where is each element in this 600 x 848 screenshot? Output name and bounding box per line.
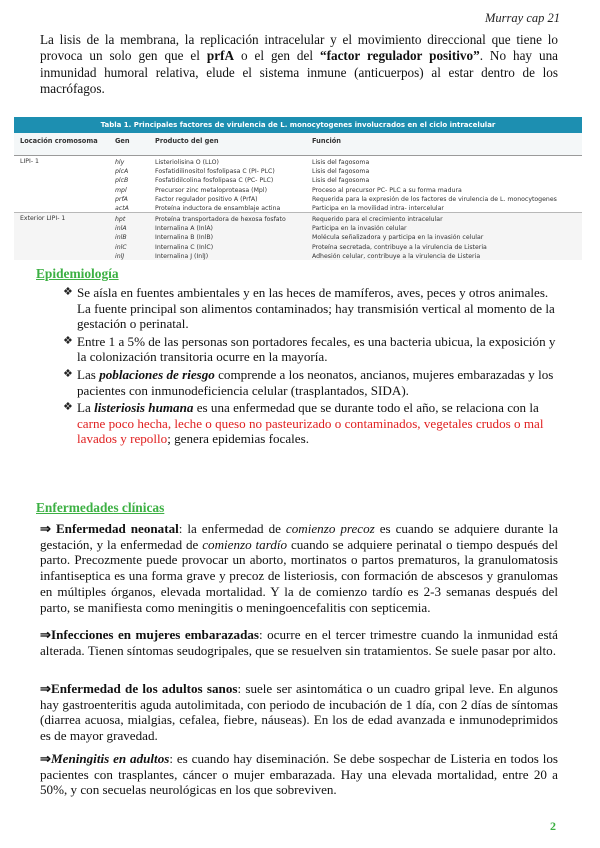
table-row: mpl Precursor zinc metaloproteasa (Mpl) Proceso al precursor PC- PLC a su forma madura: [115, 186, 462, 194]
paragraph-meningitis: ⇒Meningitis en adultos: es cuando hay diseminación. Se debe sospechar de Listeria en todos los pacientes con trasplantes, cáncer o mujer embarazada. Hay una elevada mortalidad, entre 20 a 50%, y con secuelas neurológicas en los que sobreviven.: [40, 751, 558, 798]
intro-paragraph: La lisis de la membrana, la replicación intracelular y el movimiento direccional que tiene lo provoca un solo gen que el prfA o el gen del “factor regulador positivo”. No hay una inmunidad humoral relativa, elude el sistema inmune (anticuerpos) al estar dentro de los macrófagos.: [40, 32, 559, 97]
section-title-epidemiologia: Epidemiología: [36, 266, 119, 281]
table-row: prfA Factor regulador positivo A (PrfA) Requerida para la expresión de los factores de virulencia de L. monocytogenes: [115, 195, 557, 203]
table-title: Tabla 1. Principales factores de virulencia de L. monocytogenes involucrados en el ciclo intracelular: [14, 117, 582, 133]
page-number: 2: [550, 819, 556, 833]
table-row: plcB Fosfatidilcolina fosfolipasa C (PC- PLC) Lisis del fagosoma: [115, 177, 370, 185]
header-product: Producto del gen: [155, 137, 219, 145]
list-item: ❖ Se aísla en fuentes ambientales y en las heces de mamíferos, aves, peces y otros animales. La fuente principal son alimentos contaminados; hay transmisión vertical al momento de la gestación o perinatal.: [63, 285, 555, 332]
table-row: actA Proteína inductora de ensamblaje actina Participa en la movilidad intra- intercelular: [115, 204, 444, 212]
arrow-icon: ⇒: [40, 521, 56, 536]
table-row: inlJ Internalina J (InlJ) Adhesión celular, contribuye a la virulencia de Listeria: [115, 252, 481, 260]
paragraph-adultos-sanos: ⇒Enfermedad de los adultos sanos: suele ser asintomática o un cuadro gripal leve. En algunos hay gastroenteritis aguda autolimitada, con periodo de incubación de 1 día, con 2 días de síntomas (diarrea acuosa, mialgias, cefalea, fiebre, náuseas). En los de edad avanzada e inmunodeprimidos es de mayor gravedad.: [40, 681, 558, 744]
group-location: Exterior LIPI- 1: [20, 215, 66, 222]
risk-foods-highlight: carne poco hecha, leche o queso no pasteurizado o contaminados, vegetales crudos o mal lavados y repollo: [77, 415, 544, 447]
arrow-icon: ⇒: [40, 627, 51, 642]
paragraph-embarazadas: ⇒Infecciones en mujeres embarazadas: ocurre en el tercer trimestre cuando la inmunidad está alterada. Tienen síntomas seudogripales, que se resuelven sin tratamientos. Se suele pasar por alto.: [40, 627, 558, 658]
table-group-exterior-lipi1: [14, 213, 582, 260]
header-gene: Gen: [115, 137, 130, 145]
table-row: plcA Fosfatidilinositol fosfolipasa C (PI- PLC) Lisis del fagosoma: [115, 168, 370, 176]
table-row: hpt Proteína transportadora de hexosa fosfato Requerido para el crecimiento intracelular: [115, 216, 443, 223]
virulence-factors-table: [14, 117, 582, 260]
group-location: LIPI- 1: [20, 158, 39, 165]
arrow-icon: ⇒: [40, 751, 51, 766]
header-function: Función: [312, 137, 341, 145]
paragraph-neonatal: ⇒ Enfermedad neonatal: la enfermedad de comienzo precoz es cuando se adquiere durante la gestación, y la enfermedad de comienzo tardío cuando se adquiere perinatal o tiempo después del parto. Precozmente puede provocar un aborto, mortinatos o partos prematuros, la granulomatosis infantiseptica es una forma grave y precoz de listeriosis, con formación de abscesos y granulomas en múltiples órganos, elevada mortalidad. Y la de comienzo tardío es 2-3 semanas después del parto, se manifiesta como meningitis o meningoencefalitis con septicemia.: [40, 521, 558, 615]
epidemiology-list: [63, 285, 560, 449]
table-row: inlC Internalina C (InlC) Proteína secretada, contribuye a la virulencia de Listeria: [115, 243, 487, 251]
table-row: inlA Internalina A (InlA) Participa en la invasión celular: [115, 225, 407, 233]
diamond-bullet-icon: ❖: [63, 367, 73, 380]
table-row: inlB Internalina B (InlB) Molécula señalizadora y participa en la invasión celular: [115, 234, 484, 242]
table-header-row: [14, 133, 582, 156]
section-title-enfermedades-clinicas: Enfermedades clínicas: [36, 500, 165, 515]
table-group-lipi1: [14, 156, 582, 213]
page-header: Murray cap 21: [485, 11, 560, 25]
diamond-bullet-icon: ❖: [63, 334, 73, 347]
arrow-icon: ⇒: [40, 681, 51, 696]
list-item: ❖ La listeriosis humana es una enfermedad que se durante todo el año, se relaciona con la carne poco hecha, leche o queso no pasteurizado o contaminados, vegetales crudos o mal lavados y repollo; genera epidemias focales.: [63, 400, 544, 447]
header-location: Locación cromosoma: [20, 137, 98, 145]
diamond-bullet-icon: ❖: [63, 401, 73, 414]
list-item: ❖ Las poblaciones de riesgo comprende a los neonatos, ancianos, mujeres embarazadas y los pacientes con inmunodeficiencia celular (trasplantados, SIDA).: [63, 366, 554, 398]
list-item: ❖ Entre 1 a 5% de las personas son portadores fecales, es una bacteria ubicua, la exposición y la colonización transitoria ocurre en la mayoría.: [63, 333, 556, 365]
table-row: hly Listeriolisina O (LLO) Lisis del fagosoma: [115, 159, 370, 166]
diamond-bullet-icon: ❖: [63, 286, 73, 298]
